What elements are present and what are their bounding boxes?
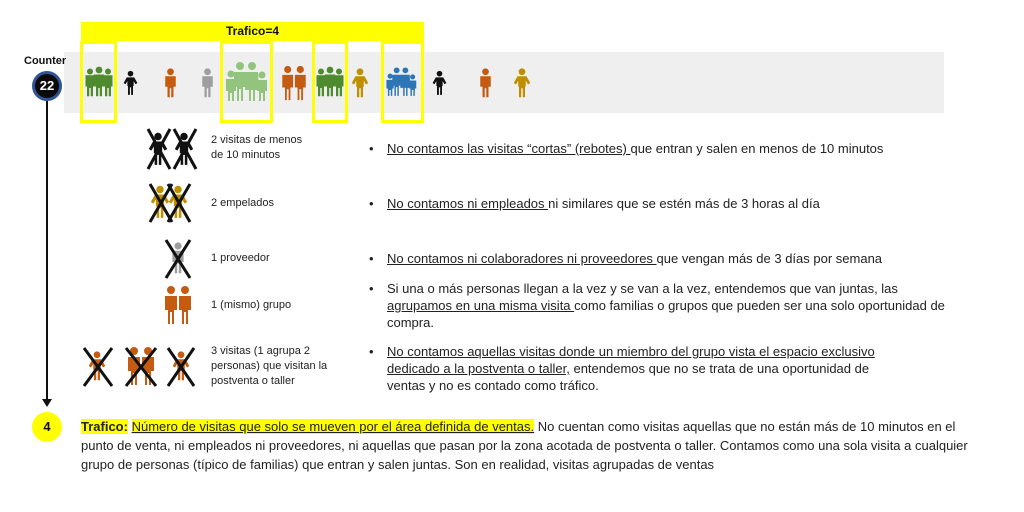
counter-value: 22 [32,71,62,101]
rule-bullet: • No contamos ni empleados ni similares que se estén más de 3 horas al día [369,196,820,211]
row-note: 1 (mismo) grupo [211,299,292,311]
definition-label: Trafico: [81,419,128,434]
counted-visit-highlight [312,41,348,123]
short-visit-icons [146,127,198,171]
row-note: 1 proveedor [211,252,270,264]
person-black-icon [123,65,138,101]
person-black-icon [432,65,447,101]
group-pair-icon [163,285,193,325]
rule-bullet: • Si una o más personas llegan a la vez y se van a la vez, entendemos que van juntas, las agrupamos en una misma visita como familias o grupos que pueden ser una solo oportunidad de compra. [369,281,945,330]
visitor-strip [64,52,944,113]
traffic-definition [81,417,981,474]
row-note: 3 visitas (1 agrupa 2 personas) que visitan la postventa o taller [211,345,328,387]
supplier-icon [164,236,192,280]
bullet-dot: • [369,196,374,211]
employee-icons [148,180,192,224]
row-note: 2 empelados [211,197,274,209]
traffic-banner: Trafico=4 [81,22,424,41]
counted-visit-highlight [80,41,117,123]
bullet-dot: • [369,251,374,266]
traffic-value: 4 [32,412,62,442]
counted-visit-highlight [220,41,273,123]
counted-visit-highlight [381,41,424,123]
bullet-dot: • [369,281,374,296]
person-gold-icon [351,65,369,101]
counter-label: Counter [24,55,67,67]
definition-highlight: Número de visitas que solo se mueven por el área definida de ventas. [131,419,535,434]
flow-arrow-line [46,101,48,399]
person-gold-icon [513,65,531,101]
flow-arrowhead [42,399,52,407]
rule-bullet: • No contamos aquellas visitas donde un miembro del grupo vista el espacio exclusivo dedicado a la postventa o taller, entendemos que no se trata de una oportunidad de ventas y no es contado como tráfico. [369,344,875,393]
pair-orange-icon [279,65,309,101]
aftersales-visit-icons [82,344,198,388]
definition-text: No cuentan como visitas aquellas que no están más de 10 minutos en el punto de venta, ni empleados ni proveedores, ni aquellas que pasan por la zona acotada de postventa o taller. Contamos como una sola visita a cualquier grupo de personas (típico de familias) que entran y salen juntas. Son en realidad, visitas agrupadas de ventas [81,419,968,472]
row-note: 2 visitas de menos de 10 minutos [211,134,303,161]
person-grey-icon [200,65,215,101]
bullet-dot: • [369,141,374,156]
person-orange-icon [478,65,493,101]
rule-bullet: • No contamos ni colaboradores ni proveedores que vengan más de 3 días por semana [369,251,883,266]
rule-bullet: • No contamos las visitas “cortas” (rebotes) que entran y salen en menos de 10 minutos [369,141,884,156]
bullet-dot: • [369,344,374,359]
person-orange-icon [163,65,178,101]
